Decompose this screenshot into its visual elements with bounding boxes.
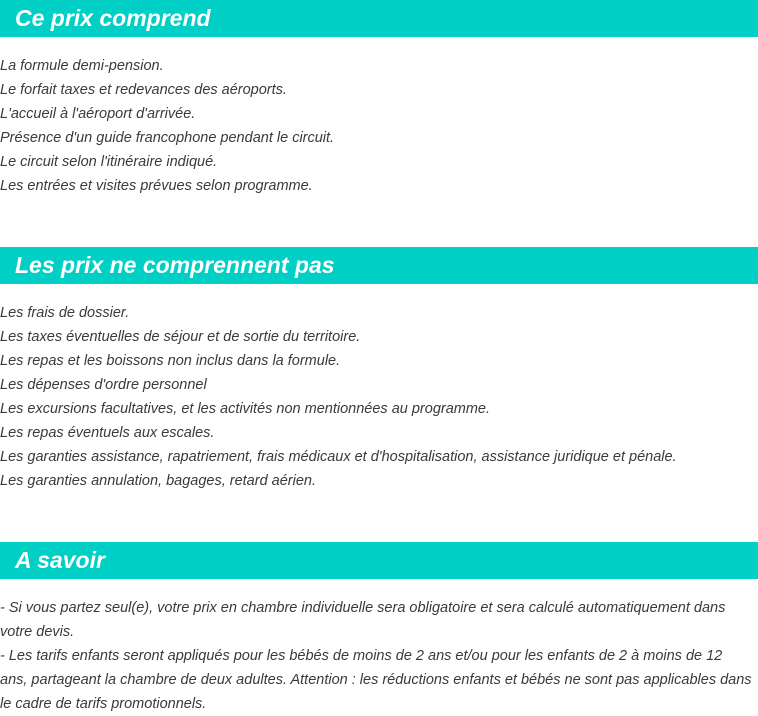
list-item: La formule demi-pension. <box>0 58 164 74</box>
list-item: Les repas et les boissons non inclus dans la formule. <box>0 353 341 369</box>
list-item: Les dépenses d'ordre personnel <box>0 377 207 393</box>
list-item: Les excursions facultatives, et les activités non mentionnées au programme. <box>0 401 491 417</box>
list-item: Les repas éventuels aux escales. <box>0 425 215 441</box>
list-item: Les garanties annulation, bagages, retard aérien. <box>0 473 316 489</box>
list-item: Les garanties assistance, rapatriement, frais médicaux et d'hospitalisation, assistance juridique et pénale. <box>0 449 677 465</box>
list-item: Présence d'un guide francophone pendant le circuit. <box>0 130 335 146</box>
excluded-list <box>0 301 758 493</box>
section-header-good-to-know: A savoir <box>0 542 758 579</box>
info-paragraph-child-rates: - Les tarifs enfants seront appliqués pour les bébés de moins de 2 ans et/ou pour les enfants de 2 à moins de 12 ans, partageant la chambre de deux adultes. Attention : les réductions enfants et bébés ne sont pas applicables dans le cadre de tarifs promotionnels. <box>0 648 752 712</box>
list-item: Le circuit selon l'itinéraire indiqué. <box>0 154 218 170</box>
list-item: Les frais de dossier. <box>0 305 130 321</box>
included-list <box>0 54 758 198</box>
list-item: Le forfait taxes et redevances des aéroports. <box>0 82 287 98</box>
list-item: Les entrées et visites prévues selon programme. <box>0 178 313 194</box>
section-header-excluded: Les prix ne comprennent pas <box>0 247 758 284</box>
list-item: Les taxes éventuelles de séjour et de sortie du territoire. <box>0 329 361 345</box>
list-item: L'accueil à l'aéroport d'arrivée. <box>0 106 196 122</box>
section-header-included: Ce prix comprend <box>0 0 758 37</box>
info-paragraph-single-room: - Si vous partez seul(e), votre prix en chambre individuelle sera obligatoire et sera calculé automatiquement dans votre devis. <box>0 600 726 640</box>
